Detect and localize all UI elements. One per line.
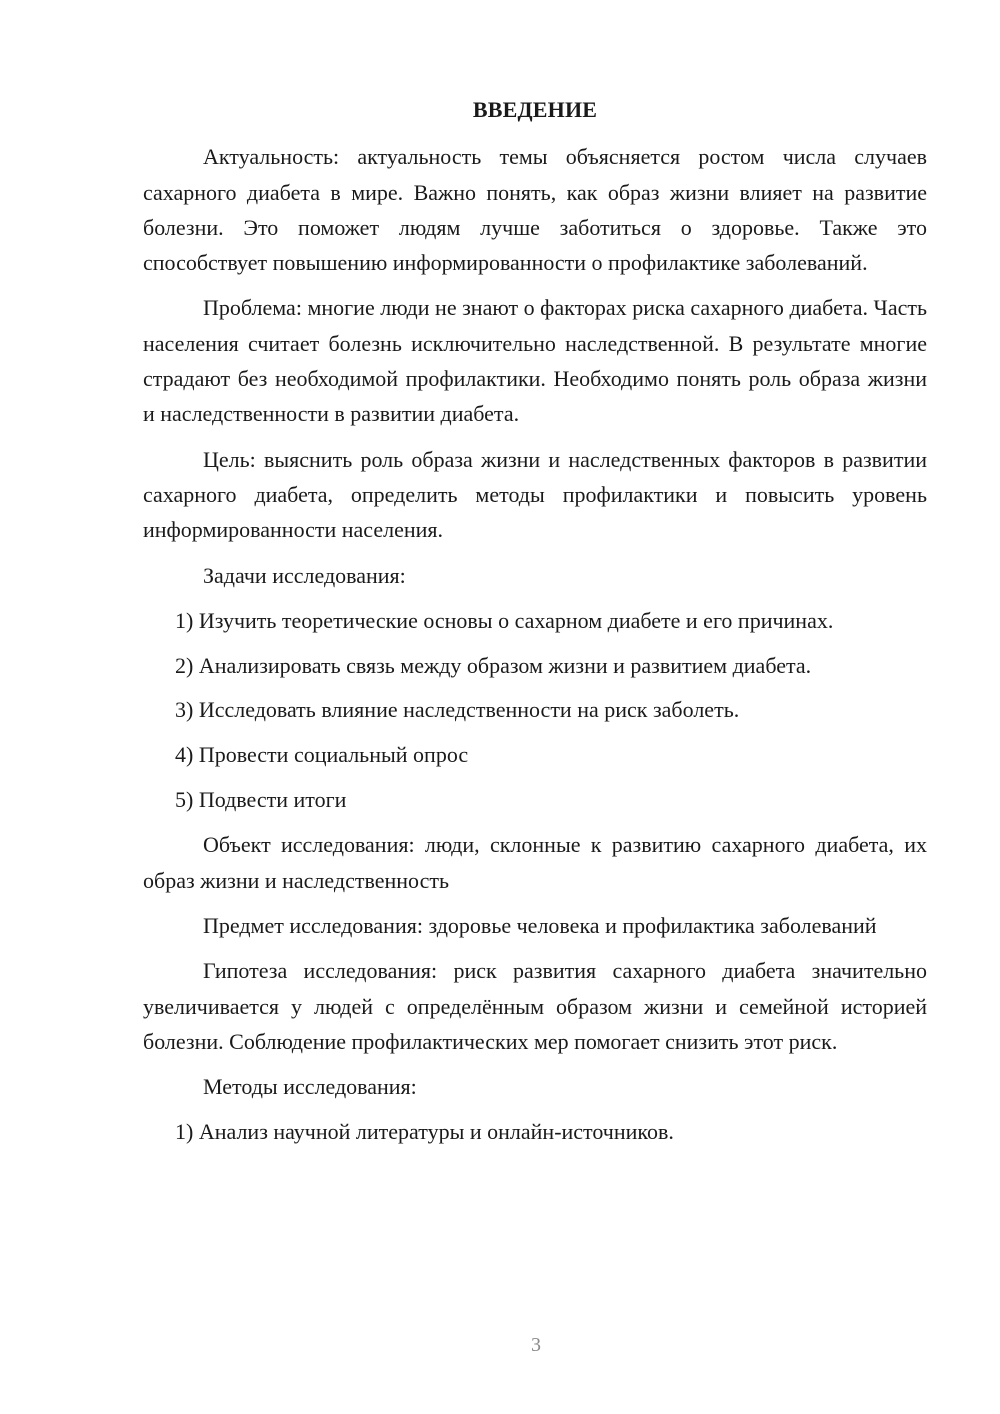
page-number: 3 <box>531 1334 541 1356</box>
list-item: 5) Подвести итоги <box>175 787 347 813</box>
tasks-heading: Задачи исследования: <box>203 562 406 588</box>
section-title: ВВЕДЕНИЕ <box>472 97 598 122</box>
object-paragraph: Объект исследования: люди, склонные к развитию сахарного диабета, их образ жизни и наследственность <box>143 832 927 893</box>
methods-list <box>143 1114 927 1149</box>
page-content <box>143 92 927 1160</box>
list-item: 2) Анализировать связь между образом жизни и развитием диабета. <box>175 652 812 678</box>
hypothesis-paragraph: Гипотеза исследования: риск развития сахарного диабета значительно увеличивается у людей с определённым образом жизни и семейной историей болезни. Соблюдение профилактических мер помогает снизить этот риск. <box>143 958 927 1054</box>
relevance-paragraph: Актуальность: актуальность темы объясняется ростом числа случаев сахарного диабета в мире. Важно понять, как образ жизни влияет на развитие болезни. Это поможет людям лучше заботиться о здоровье. Также это способствует повышению информированности о профилактике заболеваний. <box>143 144 927 276</box>
list-item: 4) Провести социальный опрос <box>175 742 469 768</box>
methods-heading: Методы исследования: <box>203 1074 417 1100</box>
list-item: 1) Изучить теоретические основы о сахарном диабете и его причинах. <box>175 607 834 633</box>
goal-paragraph: Цель: выяснить роль образа жизни и наследственных факторов в развитии сахарного диабета, определить методы профилактики и повысить уровень информированности населения. <box>143 446 927 543</box>
tasks-list <box>143 603 927 817</box>
list-item: 1) Анализ научной литературы и онлайн-источников. <box>175 1119 674 1145</box>
subject-paragraph: Предмет исследования: здоровье человека и профилактика заболеваний <box>203 912 877 938</box>
list-item: 3) Исследовать влияние наследственности на риск заболеть. <box>175 697 740 723</box>
problem-paragraph: Проблема: многие люди не знают о факторах риска сахарного диабета. Часть населения считает болезнь исключительно наследственной. В результате многие страдают без необходимой профилактики. Необходимо понять роль образа жизни и наследственности в развитии диабета. <box>143 295 927 427</box>
